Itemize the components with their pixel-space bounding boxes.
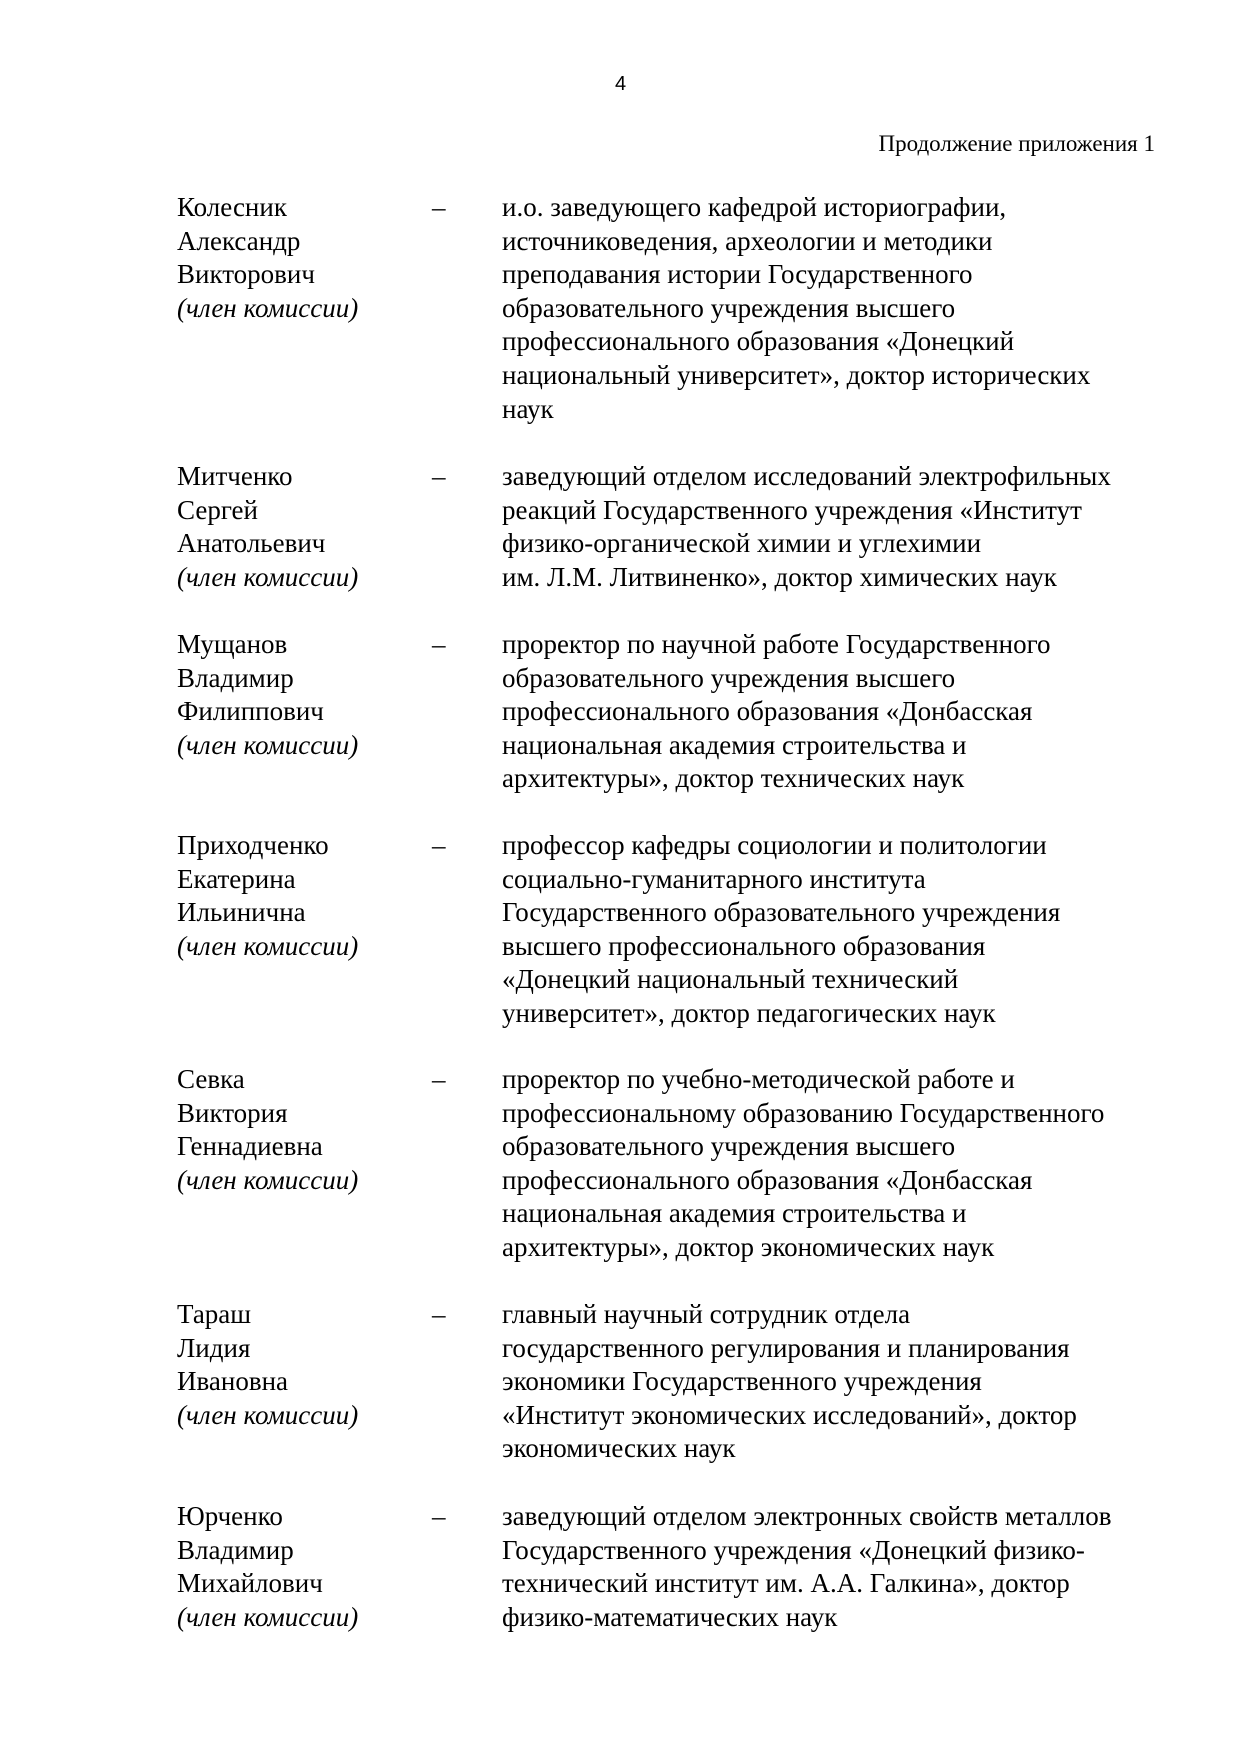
member-surname: Севка [177,1064,245,1094]
separator-dash: – [432,1299,446,1329]
description-line: заведующий отделом исследований электрофильных [502,461,1111,491]
member-surname: Колесник [177,192,287,222]
description-line: экономики Государственного учреждения [502,1366,982,1397]
member-name-block [177,1298,407,1432]
member-name-block [177,628,407,762]
member-description [502,829,1177,1031]
member-description [502,1063,1177,1265]
description-line: образовательного учреждения высшего [502,292,956,323]
member-entry [177,1500,1177,1640]
member-role: (член комиссии) [177,561,359,592]
separator-dash: – [432,629,446,659]
member-first-name: Екатерина [177,863,296,894]
member-patronymic: Викторович [177,259,315,290]
member-role: (член комиссии) [177,1164,359,1195]
member-role: (член комиссии) [177,930,359,961]
member-first-name: Сергей [177,494,258,525]
member-description [502,460,1177,594]
member-first-name: Владимир [177,662,294,693]
separator-dash: – [432,830,446,860]
member-description [502,628,1177,796]
description-line: Государственного образовательного учреждения [502,897,1061,928]
member-entry [177,191,1177,460]
member-patronymic: Ивановна [177,1366,289,1397]
member-name-block [177,191,407,325]
description-line: Государственного учреждения «Донецкий физико- [502,1534,1085,1565]
member-name-block [177,829,407,963]
description-line: им. Л.М. Литвиненко», доктор химических наук [502,561,1057,592]
member-surname: Митченко [177,461,293,491]
member-surname: Юрченко [177,1501,283,1531]
member-role: (член комиссии) [177,1601,359,1632]
description-line: физико-органической химии и углехимии [502,528,982,559]
member-role: (член комиссии) [177,292,359,323]
description-line: «Донецкий национальный технический [502,964,959,995]
description-line: главный научный сотрудник отдела [502,1299,911,1329]
description-line: университет», доктор педагогических наук [502,997,996,1028]
member-name-block [177,460,407,594]
member-description [502,1298,1177,1466]
member-first-name: Виктория [177,1097,288,1128]
continuation-heading: Продолжение приложения 1 [878,131,1155,156]
description-line: социально-гуманитарного института [502,863,926,894]
description-line: реакций Государственного учреждения «Институт [502,494,1082,525]
separator-dash: – [432,1501,446,1531]
member-name-block [177,1063,407,1197]
description-line: национальная академия строительства и [502,1198,967,1229]
separator-dash: – [432,461,446,491]
description-line: профессионального образования «Донецкий [502,326,1015,357]
description-line: и.о. заведующего кафедрой историографии, [502,192,1007,222]
member-entry [177,460,1177,628]
description-line: национальный университет», доктор исторических [502,359,1091,390]
member-entry [177,628,1177,829]
members-list [177,191,1177,1640]
member-name-block [177,1500,407,1634]
description-line: технический институт им. А.А. Галкина», доктор [502,1568,1070,1599]
member-surname: Тараш [177,1299,252,1329]
member-description [502,191,1177,426]
separator-dash: – [432,1064,446,1094]
member-patronymic: Геннадиевна [177,1131,323,1162]
description-line: государственного регулирования и планирования [502,1332,1070,1363]
description-line: заведующий отделом электронных свойств металлов [502,1501,1112,1531]
description-line: профессионального образования «Донбасская [502,696,1033,727]
description-line: профессионального образования «Донбасская [502,1164,1033,1195]
member-patronymic: Ильинична [177,897,306,928]
description-line: высшего профессионального образования [502,930,986,961]
member-surname: Мущанов [177,629,288,659]
description-line: источниковедения, археологии и методики [502,225,993,256]
member-role: (член комиссии) [177,1399,359,1430]
description-line: преподавания истории Государственного [502,259,973,290]
description-line: проректор по научной работе Государственного [502,629,1051,659]
description-line: «Институт экономических исследований», доктор [502,1399,1077,1430]
member-patronymic: Михайлович [177,1568,323,1599]
description-line: образовательного учреждения высшего [502,1131,956,1162]
separator-dash: – [432,192,446,222]
member-patronymic: Филиппович [177,696,324,727]
page-number: 4 [614,73,627,95]
description-line: наук [502,393,554,424]
member-first-name: Александр [177,225,301,256]
member-patronymic: Анатольевич [177,528,326,559]
member-first-name: Владимир [177,1534,294,1565]
member-entry [177,1298,1177,1500]
member-role: (член комиссии) [177,729,359,760]
member-description [502,1500,1177,1634]
description-line: архитектуры», доктор экономических наук [502,1231,995,1262]
member-entry [177,829,1177,1063]
description-line: экономических наук [502,1433,736,1464]
member-surname: Приходченко [177,830,329,860]
description-line: проректор по учебно-методической работе и [502,1064,1015,1094]
description-line: физико-математических наук [502,1601,838,1632]
description-line: архитектуры», доктор технических наук [502,763,965,794]
description-line: образовательного учреждения высшего [502,662,956,693]
description-line: профессиональному образованию Государственного [502,1097,1105,1128]
description-line: национальная академия строительства и [502,729,967,760]
member-entry [177,1063,1177,1298]
member-first-name: Лидия [177,1332,251,1363]
description-line: профессор кафедры социологии и политологии [502,830,1047,860]
